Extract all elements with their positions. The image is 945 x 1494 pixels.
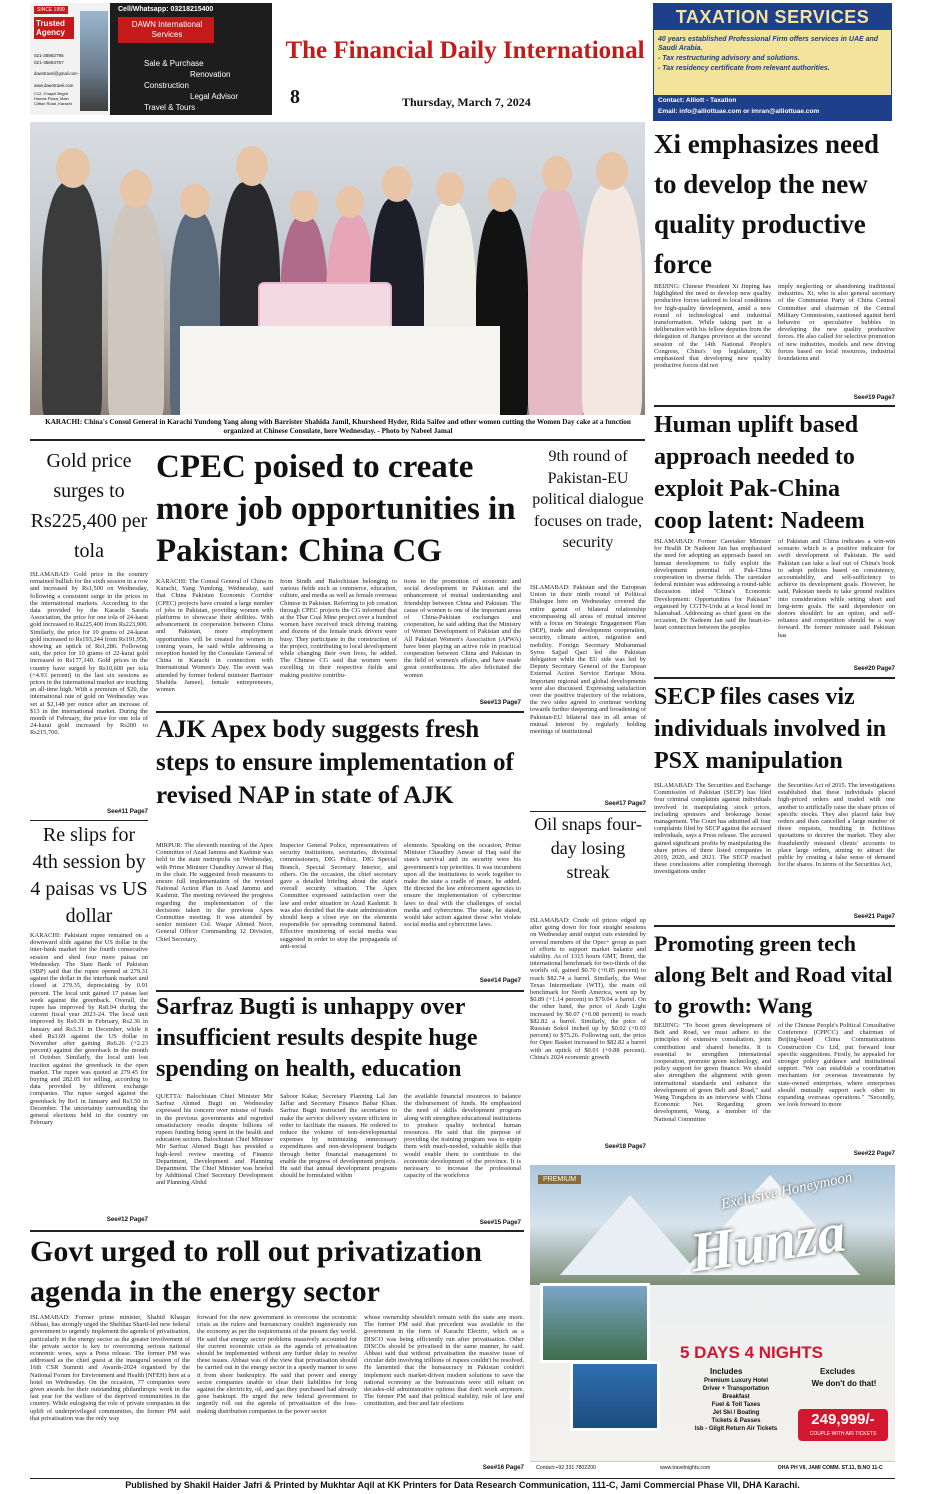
story-green-col1: BEIJING: "To boost green development of Belt and Road, we must adhere to the principles of extensive consultation, joint contribution and shared benefits. It is essential to strengthen international cooperation, promote green technology, and policy support for green finance. We should also strengthen the alignment with green international standards and enhance the development of green Belt and Road," said Wang Tongzhou in an interview with China Economic Net. Regarding green development, Wang, a member of the National Committee	[654, 1022, 771, 1123]
tax-ad-line-2: - Tax restructuring advisory and solutions.	[658, 55, 800, 62]
story-bugti-col3: the available financial resources to balance the disbursement of funds. He emphasized the need of skills development program along with strengthen educational institutions to produce quality technical human resources. He said that the purpose of providing the training program was to equip them with much-needed, valuable skills that would enable them to contribute to the economic development of the province. It is necessary to increase the professional capacity of the workforce	[404, 1093, 521, 1180]
headline-gold: Gold price surges to Rs225,400 per tola	[30, 450, 148, 562]
hunza-ad-include-7: Isb - Gilgit Return Air Tickets	[694, 1426, 778, 1432]
person-head	[336, 186, 364, 218]
story-pak-eu-body: ISLAMABAD: Pakistan and the European Union in their ninth round of Political Dialogue here on Wednesday covered the entire gamut of bilateral relationship encompassing all areas of mutual interest with a focus on Strategic Engagement Plan (SEP), trade and development cooperation, security, climate action, migration and mobility. Foreign Secretary Muhammad Syrus Sajjad Qazi led the Pakistan delegation while the EU side was led by Deputy Secretary General of the European External Action Service Enrique Mora. Important regional and global developments were also discussed. Expressing satisfaction over the positive trajectory of the relations, the two sides agreed to continue working towards further deepening and broadening of Pakistan-EU bilateral ties in all areas of mutual interest by regularly holding meetings of institutional	[530, 584, 646, 736]
headline-rupee: Re slips for 4th session by 4 paisas vs US dollar	[30, 824, 148, 927]
cake	[258, 282, 392, 332]
left-ad-contact: Cell/Whatsapp: 03218215400	[118, 6, 214, 13]
see-more-gold[interactable]: See#11 Page7	[107, 808, 148, 815]
person-figure	[108, 202, 164, 415]
table	[180, 326, 500, 415]
hunza-ad-excludes-title: Excludes	[820, 1367, 856, 1376]
headline-green: Promoting green tech along Belt and Road vital to growth: Wang	[654, 931, 893, 1018]
left-ad-service-2: Renovation	[190, 70, 231, 79]
left-ad-service-1: Sale & Purchase	[144, 59, 204, 68]
tax-ad-line-1: 40 years established Professional Firm offers services in UAE and Saudi Arabia.	[658, 36, 879, 52]
page-number: 8	[290, 86, 300, 108]
headline-human: Human uplift based approach needed to exploit Pak-China coop latent: Nadeem	[654, 412, 865, 534]
see-more-privatization[interactable]: See#16 Page7	[482, 1464, 524, 1471]
hunza-ad-title: Hunza	[686, 1201, 850, 1285]
person-head	[596, 152, 628, 190]
person-figure	[42, 182, 102, 415]
headline-privatization: Govt urged to roll out privatization agenda in the energy sector	[30, 1235, 482, 1308]
hunza-ad-include-1: Premium Luxury Hotel	[703, 1378, 768, 1384]
news-photo	[30, 122, 645, 415]
masthead-title: The Financial Daily International	[285, 37, 645, 64]
tax-ad-contact: Contact: Alliott - Taxation	[658, 97, 737, 104]
rule	[30, 439, 645, 441]
left-ad-service-3: Construction	[144, 81, 189, 90]
headline-bugti: Sarfraz Bugti is unhappy over insufficient results despite huge spending on health, education	[156, 994, 478, 1082]
story-xi-col1: BEIJING: Chinese President Xi Jinping has highlighted the need to develop new quality productive forces tailored to local conditions for high-quality development, amid a new round of technological and industrial transformation. While taking part in a deliberation with his fellow deputies from the delegation of Jiangsu province at the second session of the 14th National People's Congress, China's top legislature, Xi emphasized that developing new quality productive forces did not	[654, 283, 771, 370]
see-more-cpec[interactable]: See#13 Page7	[479, 699, 521, 706]
story-gold-body: ISLAMABAD: Gold price in the country remained bullish for the sixth session in a row and increased by Rs1,500 on Wednesday, following a consistent surge in the prices in the international markets. According to the data provided by the Karachi Sarafa Association, the price for one tola of 24-karat gold increased to Rs225,400 from Rs223,900. Similarly, the price for 10 grams of 24-karat gold increased to Rs193,244 from Rs191,958, showing an uptick of Rs1,286. Following suit, the price for 10 grams of 22-karat gold increased to Rs177,140. Gold prices in the country have surged by Rs10,600 per tola (+4.93 percent) in the last six sessions as prices in the international market are touching an all-time high. With a premium of $20, the international rate of gold on Wednesday was set at $2,148 per ounce after an increase of $13 in the international market. During the month of February, the price for one tola of 24-karat gold increased by Rs200 to Rs215,700.	[30, 571, 148, 737]
person-head	[382, 166, 412, 202]
tax-ad-email: Email: info@alliottuae.com or imran@alliottuae.com	[658, 108, 820, 115]
story-ajk-col1: MIRPUR: The eleventh meeting of the Apex Committee of Azad Jammu and Kashmir was held in the state metropolis on Wednesday, with Prime Minister Chaudhry Anwar ul Haq in the chair. He suggested fresh measures to ensure full implementation of the revised National Action Plan in Azad Jammu and Kashmir. The meeting reviewed the progress regarding the implementation of the decisions taken in the previous Apex Committee meeting. It was attended by senior minister Col. Waqar Ahmed Noor, General Officer Commanding 12 Division, Chief Secretary,	[156, 842, 273, 943]
story-privatization-col1: ISLAMABAD: Former prime minister, Shahid Khaqan Abbasi, has strongly urged the Shehbaz Sharif-led new federal government to urgently implement the agenda of privatisation, particularly in the energy sector as the greater involvement of the private sector is key to overcoming serious national economic woes, says a Press release. The former PM was addressed as the chief guest at the inaugural session of the 16th CSR Summit and Awards-2024 organised by the National Forum for Environment and Health (NFEH) here at a hotel on Wednesday. On the occasion, 77 companies were given awards for their outstanding philanthropic work in the last year for the welfare of the deprived communities in the country. While eulogising the role of private companies in the uplift of underprivileged communities, the former PM said that privatisation was the only way	[30, 1314, 190, 1422]
left-ad-building-image	[80, 11, 108, 111]
left-ad-service-4: Legal Advisor	[190, 92, 239, 101]
headline-ajk: AJK Apex body suggests fresh steps to ensure implementation of revised NAP in state of AJK	[156, 716, 514, 809]
issue-date: Thursday, March 7, 2024	[402, 95, 531, 109]
story-human-col2: of Pakistan and China indicates a win-win scenario which is a positive indicator for swift development of Pakistan. He said Pakistan can take a leaf out of China's book to adopt policies based on consistency, accountability, and self-sufficiency to achieve its development goals. However, he said, Pakistan needs to take ground realities into consideration while setting short and long-term goals. He said dependence on donors shouldn't be an option, and self-reliance and competition should be a way forward. He former minister said Pakistan has	[778, 538, 895, 639]
person-head	[120, 170, 152, 208]
person-head	[542, 156, 572, 192]
story-bugti-col2: Saboor Kakar, Secretary Planning Lal Jan Jaffar and Secretary Finance Babar Khan. Sarfraz Bugti instructed the secretaries to make the service delivery system efficient in order to facilitate the masses. He ordered to reduce the volume of non-developmental expenses by minimizing unnecessary expenditures and non-development budgets through better financial management to enable the progress of development projects. He said that annual development programs should be formulated within	[280, 1093, 397, 1180]
left-ad-phone-1: 021-35862795	[34, 53, 64, 58]
mountain-peak	[560, 1195, 700, 1275]
rule	[30, 820, 148, 821]
hunza-ad-price: 249,999/-	[811, 1411, 875, 1428]
left-ad-brand: Trusted Agency	[34, 17, 74, 39]
story-cpec-col3: tions to the promotion of economic and social development in Pakistan and the enhancement of mutual understanding and friendship between China and Pakistan. The cause of women is one of the important areas of China-Pakistan exchanges and cooperation, he said adding that the Ministry of Women Development of Pakistan and the All Pakistan Women's Association (APWA) have been playing an active role in practical cooperation between China and Pakistan in the field of women's affairs, and have made great contributions. He also felicitated the women	[404, 578, 521, 679]
story-cpec-col1: KARACHI: The Consul General of China in Karachi, Yang Yundong, Wednesday, said that China Pakistan Economic Corridor (CPEC) projects have created a large number of jobs in Pakistan, providing women with platforms to showcase their abilities. With advancement in cooperation between China and Pakistan, more employment opportunities will be created for women in coming years, he said while addressing a reception hosted by the Consulate General of China in Karachi in connection with International Women's Day. The event was attended by former federal minister Barrister Shahida Jameel, female entrepreneurs, women	[156, 578, 273, 694]
hunza-photo-2	[570, 1361, 660, 1431]
person-figure	[528, 188, 584, 415]
hunza-ad-include-4: Fuel & Toll Taxes	[711, 1402, 761, 1408]
story-ajk-col3: elements. Speaking on the occasion, Prime Minister Chaudhry Anwar ul Haq said the state's survival and its security were his government's top priorities. It was incumbent upon all the institutions to work together to make the state a cradle of peace, he added. He directed the law enforcement agencies to ensure the implementation of cybercrime laws to deal with the challenges of social media and cybercrime. The state, he stated, would take action against those who violate social media and cybercrime laws.	[404, 842, 521, 929]
footer-imprint: Published by Shakil Haider Jafri & Printed by Mukhtar Aqil at KK Printers for Data Research Communication, 111-C, Jami Commercial Phase VII, DHA Karachi.	[125, 1480, 800, 1490]
tax-ad-title: TAXATION SERVICES	[675, 7, 870, 27]
headline-xi: Xi emphasizes need to develop the new quality productive force	[654, 129, 879, 279]
headline-pak-eu: 9th round of Pakistan-EU political dialogue focuses on trade, security	[532, 448, 644, 551]
person-head	[180, 184, 210, 218]
story-human-col1: ISLAMABAD: Former Caretaker Minister for Health Dr Nadeem Jan has emphasised the need for adopting an approach based on human development to fully exploit the development potential of Pak-China cooperation in diverse fields. The caretaker federal minister was addressing a round-table discussion titled "China's Economic Development: Opportunities for Pakistan" organised by CGTN-Urdu at a local hotel in Islamabad. Addressing as chief guest on the occasion, Dr Nadeem Jan said the heart-to-heart connection between the peoples	[654, 538, 771, 632]
left-ad-service-5: Travel & Tours	[144, 103, 196, 112]
left-ad-badge: SINCE 1999	[34, 6, 68, 14]
see-more-pak-eu[interactable]: See#17 Page7	[604, 800, 646, 807]
left-ad-website: www.dawntravel.com	[34, 83, 74, 88]
hunza-ad-price-note: COUPLE WITH AIR TICKETS	[809, 1431, 877, 1437]
left-ad-sidebar	[30, 3, 110, 115]
story-privatization-col3: whose ownership shouldn't remain with the state any more. The former PM said that precedent was available to the government in the form of Karachi Electric, which as a DISCO was being efficiently run after privatisation. Other DISCOs should be privatised in the same manner, he said. Abbasi said that without privatisation the massive issue of circular debt involving trillions of rupees couldn't be resolved. He lamented that the bureaucracy in Pakistan couldn't implement such market-driven modern solutions to save the national economy as the bureaucrats were still reliant on decades-old administrative options that don't work anymore. The former PM said that political stability, rule of law and constitution, and free and fair elections	[364, 1314, 524, 1408]
hunza-ad-phone: Contact:+92 331 7802200	[536, 1465, 596, 1471]
see-more-rupee[interactable]: See#12 Page7	[106, 1216, 148, 1223]
see-more-oil[interactable]: See#18 Page7	[604, 1143, 646, 1150]
story-cpec-col2: from Sindh and Balochistan belonging to various fields such as commerce, education, culture, and media as well as female overseas Chinese in Pakistan. Referring to job creation through CPEC projects the CG informed that at the Thar Coal Mine project over a hundred women have received truck driving training and dozens of the female truck drivers were busy. They participate in the construction of the project, contributing to local development while changing their own lives, he added. The Chinese CG said that women were excelling in their respective fields and making positive contribu-	[280, 578, 397, 679]
left-ad-phone-2: 021-35863757	[34, 60, 64, 65]
hunza-ad-duration: 5 DAYS 4 NIGHTS	[680, 1343, 823, 1362]
left-ad-company: DAWN International Services	[131, 20, 203, 39]
masthead-left-ad	[30, 3, 272, 115]
footer-rule	[30, 1478, 895, 1479]
hunza-ad-includes-title: Includes	[710, 1367, 743, 1376]
hunza-ad-address: DHA PH VII, JAMI COMM. ST.11, B.NO 11-C	[778, 1465, 883, 1471]
person-head	[488, 178, 516, 212]
story-secp-col1: ISLAMABAD: The Securities and Exchange Commission of Pakistan (SECP) has filed four criminal complaints against individuals involved in manipulating stock prices, including sponsors and brokerage house management. The Court has admitted all four complaints filed by SECP against the accused individuals, says a Press release. The accused gained significant profits by manipulating the share prices of three listed companies in 2019, 2020, and 2021. The SECP reached these conclusions after completing thorough investigations under	[654, 782, 771, 876]
see-more-xi[interactable]: See#19 Page7	[853, 394, 895, 401]
see-more-human[interactable]: See#20 Page7	[853, 665, 895, 672]
photo-caption: KARACHI: China's Consul General in Karachi Yundong Yang along with Barrister Shahida Jamil, Khursheed Hyder, Rida Saifee and other women cutting the Women Day cake at a function organized at Chinese Consulate, here Wednesday. - Photo by Nabeel Jamal	[45, 418, 631, 435]
left-ad-email: dawntravel@gmail.com	[34, 71, 78, 76]
story-secp-col2: the Securities Act of 2015. The investigations established that these individuals placed high-priced orders and traded with one another to artificially raise the share prices of specific stocks. They also placed fake buy orders and then cancelled a large number of those requests, resulting in fictitious quotations to deceive the market. They also fraudulently misused clients' accounts to place large orders, aiming to attract the public by creating a false sense of demand for the shares. In terms of the Securities Act,	[778, 782, 895, 869]
tax-ad-line-3: - Tax residency certificate from relevant authorities.	[658, 65, 830, 72]
hunza-ad-premium: PREMIUM	[538, 1175, 581, 1184]
hunza-ad-include-5: Jet Ski / Boating	[712, 1410, 760, 1416]
hunza-ad-include-6: Tickets & Passes	[711, 1418, 761, 1424]
left-ad-address: C12, Chapel Bright Homes Plaza, Main Clifton Road, Karachi	[34, 91, 72, 106]
hunza-ad-web: www.travelnights.com	[660, 1465, 711, 1471]
headline-cpec: CPEC poised to create more job opportunities in Pakistan: China CG	[156, 449, 516, 569]
hunza-photo-1	[540, 1283, 650, 1363]
hunza-ad-include-3: Breakfast	[722, 1394, 750, 1400]
person-head	[56, 148, 90, 188]
hunza-travel-ad	[530, 1165, 895, 1477]
see-more-ajk[interactable]: See#14 Page7	[479, 977, 521, 984]
headline-oil: Oil snaps four-day losing streak	[534, 814, 642, 882]
see-more-green[interactable]: See#22 Page7	[853, 1150, 895, 1157]
story-rupee-body: KARACHI: Pakistani rupee remained on a downward slide against the US dollar in the inter-bank market for the fourth consecutive session and shed four more paisas on Wednesday. The State Bank of Pakistan (SBP) said that the rupee opened at 279.31 against the dollar in the interbank market and closed at 279.35, depreciating by 0.01 percent. The local unit gained 17 paisas last week against the greenback. Overall, the rupee has improved by Rs8.94 during the current fiscal year 2023-24. The local unit improved by Rs0.39 in February, Rs2.36 in January and Rs3.31 in December, while it shed Rs3.69 against the US dollar in November after gaining Rs6.26 (+2.23 percent) against the greenback in the month of October. Similarly, the local unit lost traction against the greenback in the open market. The rupee was quoted at 279.45 for buying and 282.05 for selling, according to data provided by different exchange companies. The rupee surged against the greenback by Re1 in January and Rs3.50 in December. The uncertainty surrounding the general elections held in the country on February	[30, 932, 148, 1127]
story-xi-col2: imply neglecting or abandoning traditional industries. Xi, who is also general secretary of the Communist Party of China Central Committee and chairman of the Central Military Commission, cautioned against herd behavior or speculative bubbles in developing the new quality productive forces. He also called for selective promotion of new industries, models and new driving forces based on local resources, industrial foundations and	[778, 283, 895, 363]
rule	[654, 925, 895, 927]
story-ajk-col2: Inspector General Police, representatives of security institutions, secretaries, divisional commissioners, DIG Police, DIG Special Branch, Special Secretary Interior, and others. On the occasion, the chief secretary gave a detailed briefing about the state's overall security situation. The Apex Committee expressed satisfaction over the law and order situation in Azad Kashmir. It was also decided that the state administration should keep a close eye on the elements responsible for spreading communal hatred. Effective monitoring of social media was suggested in order to stop the propaganda of anti-social	[280, 842, 397, 950]
see-more-secp[interactable]: See#21 Page7	[853, 913, 895, 920]
hunza-ad-include-2: Driver + Transportation	[702, 1386, 770, 1392]
person-head	[436, 172, 464, 206]
person-head	[236, 146, 268, 186]
person-head	[290, 190, 318, 222]
hunza-ad-excludes-text: We don't do that!	[811, 1379, 877, 1388]
story-privatization-col2: forward for the new government to overcome the economic crisis as the rulers and bureaucracy couldn't ingeniously run the economy as per the requirements of the present day world. He said that energy sector problems massively accounted for the current economic crisis as the agenda of privatisation should be implemented without any further delay to resolve these issues. Abbasi was of the view that privatisation should be carried out in the energy sector in a speedy manner to save it from sheer bankruptcy. He said that power and energy sector companies unable to clear their liabilities for long against the electricity, oil, and gas they purchased had already gone bankrupt. He urged the new federal government to urgently roll out the agenda of privatisation of the loss-making distribution companies in the power sector	[197, 1314, 357, 1415]
headline-secp: SECP files cases viz individuals involved in PSX manipulation	[654, 684, 887, 774]
story-bugti-col1: QUETTA: Balochistan Chief Minister Mir Sarfraz Ahmed Bugti on Wednesday expressed his concern over misuse of funds in the previous governments and regretted unsatisfactory results despite billions of rupees funding being spent in the health and education sectors. Balochistan Chief Minister Mir Sarfraz Ahmed Bugti has presided a high-level review meeting of Finance Department, Development and Planning Department. The Chief Minister was briefed by Additional Chief Secretary Development and Planning Abdul	[156, 1093, 273, 1187]
rule	[654, 405, 895, 407]
see-more-bugti[interactable]: See#15 Page7	[479, 1219, 521, 1226]
story-oil-body: ISLAMABAD: Crude oil prices edged up after going down for four straight sessions on Wednesday amid output cuts extended by several members of the Opec+ group as part of efforts to support market balance and stability. As of 1315 hours GMT, Brent, the international benchmark for two-thirds of the world's oil, gained $0.70 (+0.85 percent) to reach $82.74 a barrel. Similarly, the West Texas Intermediate (WTI), the main oil benchmark for North America, went up by $0.89 (+1.14 percent) to $79.04 a barrel. On the other hand, the price of Arab Light increased by $0.07 (+0.08 percent) to reach $82.82 a barrel. Similarly, the price of Russian Sokol inched up by $0.02 (+0.03 percent) to $75.26. Following suit, the price for Opec Basket increased to $82.82 a barrel with an uptick of $0.01 (+0.88 percent). China's 2024 economic growth	[530, 917, 646, 1061]
hunza-ad-tag: Exclusive Honeymoon	[719, 1169, 854, 1213]
person-figure	[582, 184, 642, 415]
masthead-right-ad	[653, 3, 892, 121]
story-green-col2: of the Chinese People's Political Consultative Conference (CPPCC) and chairman of Beijing-based China Communications Construction Co Ltd, put forward four specific suggestions. Firstly, he appealed for stronger policy guidance and institutional support. "We can establish a coordination mechanism for overseas investments by state-owned enterprises, where enterprises should mutually support each other in expanding overseas operations." "Secondly, we look forward to more	[778, 1022, 895, 1109]
rule	[654, 677, 895, 679]
